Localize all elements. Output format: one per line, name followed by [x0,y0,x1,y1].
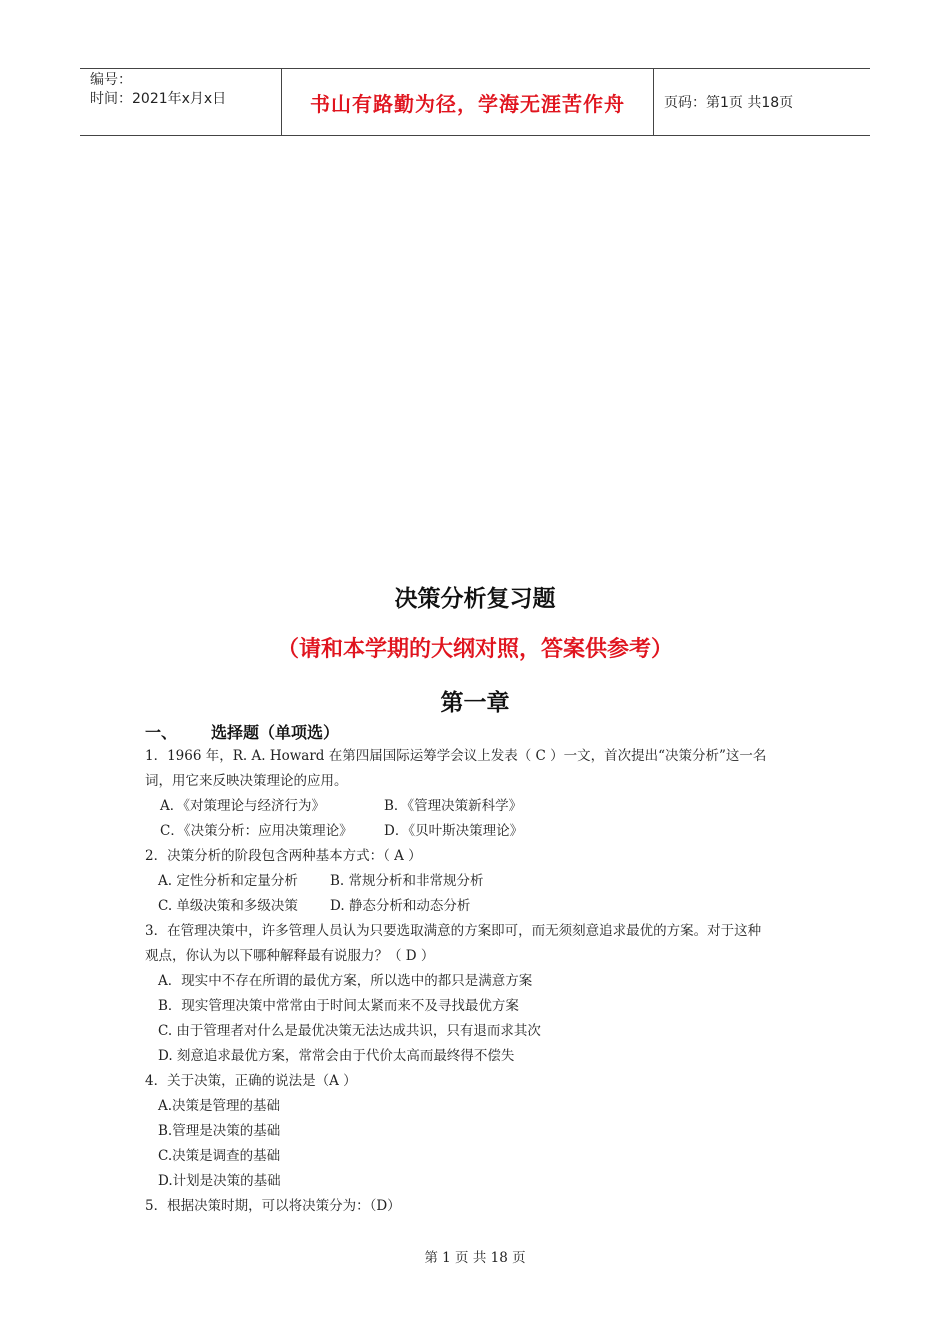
question-1-option-c: C．《决策分析：应用决策理论》 [160,823,353,839]
question-4-line-1: 4．关于决策，正确的说法是（A ） [145,1073,357,1089]
question-2-option-a: A. 定性分析和定量分析 [158,873,298,889]
doc-subtitle: （请和本学期的大纲对照，答案供参考） [276,637,673,662]
question-4-option-b: B.管理是决策的基础 [158,1123,281,1139]
header-meta [80,69,282,135]
question-1-line-2: 词，用它来反映决策理论的应用。 [145,773,348,789]
question-4-option-c: C.决策是调查的基础 [158,1148,281,1164]
section-heading [145,720,339,743]
question-2-option-b: B. 常规分析和非常规分析 [330,873,484,889]
question-2-option-d: D. 静态分析和动态分析 [330,898,471,914]
doc-time-label: 时间：2021年x月x日 [90,91,227,107]
page-footer: 第 1 页 共 18 页 [424,1250,526,1266]
question-5-line-1: 5．根据决策时期，可以将决策分为：（D） [145,1198,401,1214]
header-motto: 书山有路勤为径，学海无涯苦作舟 [282,69,654,135]
question-1-line-1: 1．1966 年，R. A. Howard 在第四届国际运筹学会议上发表（ C ）一文，首次提出“决策分析”这一名 [145,748,767,764]
section-number: 一、 [145,723,178,742]
question-4-option-a: A.决策是管理的基础 [158,1098,281,1114]
question-1-option-b: B．《管理决策新科学》 [384,798,523,814]
question-2-option-c: C. 单级决策和多级决策 [158,898,298,914]
doc-title: 决策分析复习题 [394,586,556,612]
question-3-option-b: B．现实管理决策中常常由于时间太紧而来不及寻找最优方案 [158,998,519,1014]
question-3-option-d: D. 刻意追求最优方案，常常会由于代价太高而最终得不偿失 [158,1048,515,1064]
question-3-option-a: A．现实中不存在所谓的最优方案，所以选中的都只是满意方案 [158,973,533,989]
question-1-option-d: D．《贝叶斯决策理论》 [384,823,524,839]
doc-number-label: 编号： [90,72,132,88]
question-4-option-d: D.计划是决策的基础 [158,1173,281,1189]
question-3-line-2: 观点，你认为以下哪种解释最有说服力？（ D ） [145,948,435,964]
question-3-line-1: 3．在管理决策中，许多管理人员认为只要选取满意的方案即可，而无须刻意追求最优的方案。对于这种 [145,923,762,939]
question-2-line-1: 2．决策分析的阶段包含两种基本方式：（ A ） [145,848,422,864]
question-3-option-c: C. 由于管理者对什么是最优决策无法达成共识，只有退而求其次 [158,1023,541,1039]
question-1-option-a: A．《对策理论与经济行为》 [160,798,325,814]
section-title: 选择题（单项选） [211,723,340,742]
chapter-heading: 第一章 [440,690,510,716]
header-page-info: 页码：第1页 共18页 [664,95,794,111]
page-header [80,68,870,136]
